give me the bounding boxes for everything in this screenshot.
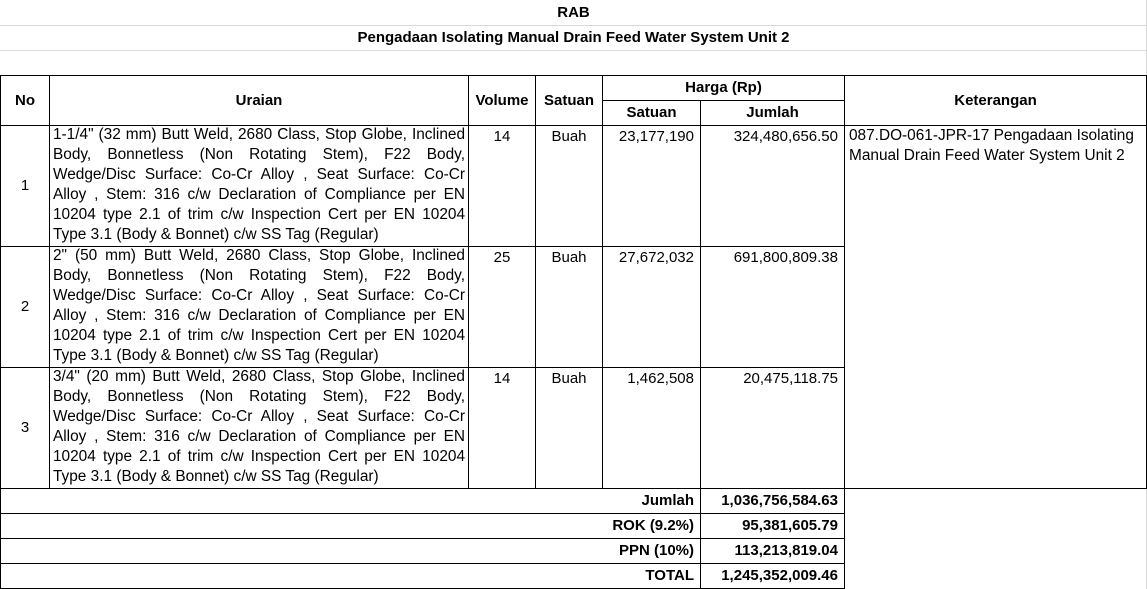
column-header-satuan: Satuan: [543, 91, 594, 109]
column-header-uraian: Uraian: [235, 91, 283, 109]
row-3-volume: 14: [493, 370, 511, 387]
border-line: [468, 75, 469, 489]
border-line: [0, 125, 1147, 126]
border-line: [0, 246, 845, 247]
row-2-volume: 25: [493, 249, 511, 266]
row-3-harga-satuan: 1,462,508: [627, 370, 694, 387]
border-line: [602, 100, 845, 101]
border-line: [0, 75, 1, 589]
row-1-volume: 14: [493, 128, 511, 145]
border-line: [602, 75, 603, 489]
row-3-satuan: Buah: [551, 370, 587, 387]
border-line: [0, 75, 1147, 76]
column-header-harga-jumlah: Jumlah: [746, 104, 799, 121]
total-label-rok: ROK (9.2%): [612, 517, 694, 534]
row-1-satuan: Buah: [551, 128, 587, 145]
row-1-uraian: 1-1/4" (32 mm) Butt Weld, 2680 Class, Stop Globe, Inclined Body, Bonnetless (Non Rotating Stem), F22 Body, Wedge/Disc Surface: Co-Cr Alloy , Seat Surface: Co-Cr Alloy , Stem: 316 c/w Declaration of Compliance per EN 10204 type 2.1 of trim c/w Inspection Cert per EN 10204 Type 3.1 (Body & Bonnet) c/w SS Tag (Regular): [53, 126, 465, 243]
row-3-uraian: 3/4" (20 mm) Butt Weld, 2680 Class, Stop Globe, Inclined Body, Bonnetless (Non Rotating Stem), F22 Body, Wedge/Disc Surface: Co-Cr Alloy , Seat Surface: Co-Cr Alloy , Stem: 316 c/w Declaration of Compliance per EN 10204 type 2.1 of trim c/w Inspection Cert per EN 10204 Type 3.1 (Body & Bonnet) c/w SS Tag (Regular): [53, 368, 465, 485]
total-value-ppn: 113,213,819.04: [734, 542, 838, 559]
gridline: [0, 50, 1147, 51]
page-title: RAB: [557, 4, 590, 21]
row-3-no: 3: [20, 419, 30, 436]
row-2-harga-satuan: 27,672,032: [618, 249, 694, 266]
keterangan-note: 087.DO-061-JPR-17 Pengadaan Isolating Manual Drain Feed Water System Unit 2: [849, 127, 1134, 164]
row-2-satuan: Buah: [551, 249, 587, 266]
row-1-harga-satuan: 23,177,190: [618, 128, 694, 145]
total-value-grand: 1,245,352,009.46: [721, 567, 838, 584]
border-line: [0, 563, 845, 564]
row-1-jumlah: 324,480,656.50: [733, 128, 838, 145]
row-2-uraian: 2" (50 mm) Butt Weld, 2680 Class, Stop Globe, Inclined Body, Bonnetless (Non Rotating Stem), F22 Body, Wedge/Disc Surface: Co-Cr Alloy , Seat Surface: Co-Cr Alloy , Stem: 316 c/w Declaration of Compliance per EN 10204 type 2.1 of trim c/w Inspection Cert per EN 10204 Type 3.1 (Body & Bonnet) c/w SS Tag (Regular): [53, 247, 465, 364]
border-line: [0, 488, 1147, 489]
row-1-no: 1: [20, 177, 30, 194]
column-header-keterangan: Keterangan: [954, 91, 1037, 109]
total-value-rok: 95,381,605.79: [742, 517, 838, 534]
row-2-no: 2: [20, 298, 30, 315]
border-line: [844, 75, 845, 589]
border-line: [0, 513, 845, 514]
total-label-jumlah: Jumlah: [641, 492, 694, 509]
page-subtitle: Pengadaan Isolating Manual Drain Feed Water System Unit 2: [357, 29, 790, 46]
column-header-harga: Harga (Rp): [685, 79, 762, 96]
border-line: [535, 75, 536, 489]
column-header-harga-satuan: Satuan: [626, 104, 677, 121]
total-value-jumlah: 1,036,756,584.63: [721, 492, 838, 509]
row-2-jumlah: 691,800,809.38: [733, 249, 838, 266]
total-label-ppn: PPN (10%): [618, 542, 694, 559]
border-line: [700, 100, 701, 589]
total-label-grand: TOTAL: [645, 567, 694, 584]
column-header-no: No: [15, 91, 35, 109]
border-line: [49, 75, 50, 489]
border-line: [0, 538, 845, 539]
column-header-volume: Volume: [475, 91, 529, 109]
border-line: [0, 367, 845, 368]
row-3-jumlah: 20,475,118.75: [743, 370, 838, 387]
gridline: [0, 25, 1147, 26]
